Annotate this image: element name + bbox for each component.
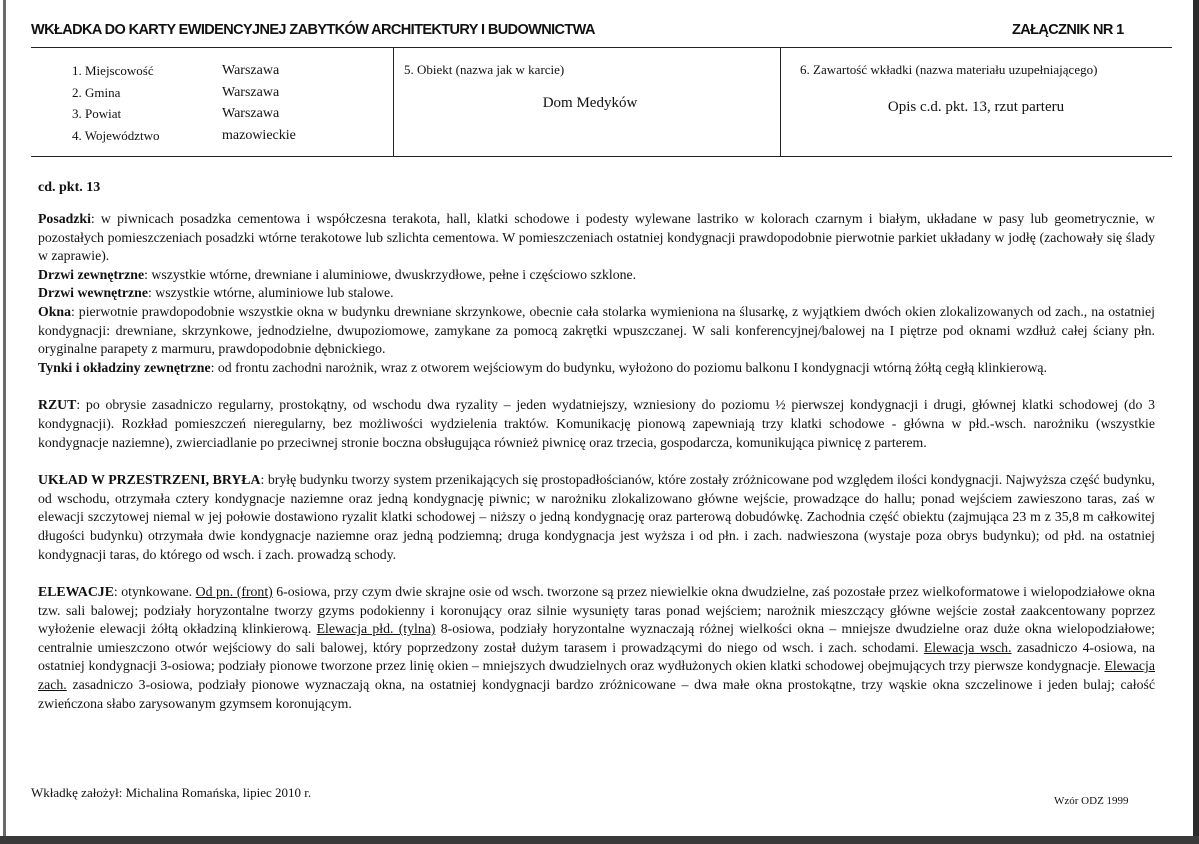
paragraph-posadzki	[38, 210, 1155, 266]
author-note: Wkładkę założył: Michalina Romańska, lipiec 2010 r.	[31, 785, 312, 800]
scan-border-bottom	[0, 836, 1199, 844]
location-label: 2. Gmina	[72, 85, 121, 100]
paragraph-heading: Posadzki	[38, 211, 91, 226]
paragraph-uklad	[38, 471, 1155, 564]
paragraph-heading: RZUT	[38, 397, 77, 413]
paragraph-heading: Okna	[38, 303, 71, 319]
paragraph-text: 8-osiowa, podziały horyzontalne wyznaczają różnej wielkości okna – mniejsze dwudzielne oraz duże okna wielopodziałowe; centralnie umieszczono otwór wejściowy do sali balowej, który poprzedzony został dużym tarasem i prowadzącymi do niego od wsch. i zach. schodami.	[38, 621, 1155, 655]
elevation-front-label: Od pn. (front)	[195, 584, 273, 600]
description-body	[38, 210, 1155, 732]
location-value: mazowieckie	[222, 128, 296, 143]
location-value: Warszawa	[222, 85, 280, 100]
paragraph-elewacje	[38, 583, 1155, 713]
paragraph-text: : wszystkie wtórne, aluminiowe lub stalowe.	[147, 285, 394, 301]
paragraph-tynki	[38, 359, 1155, 378]
location-label: 4. Województwo	[72, 128, 160, 143]
elevation-east-label: Elewacja wsch.	[923, 639, 1012, 655]
paragraph-drzwi-wewnetrzne	[38, 284, 1155, 303]
document-title: WKŁADKA DO KARTY EWIDENCYJNEJ ZABYTKÓW ARCHITEKTURY I BUDOWNICTWA	[31, 22, 595, 38]
paragraph-text: : pierwotnie prawdopodobnie wszystkie okna w budynku drewniane skrzynkowe, obecnie cała stolarka wymieniona na ślusarkę, z wyjątkiem dwóch okien zlokalizowanych od zach., na ostatniej kondygnacji: drewniane, skrzynkowe, jednodzielne, dwupoziomowe, zamykane za pomocą zakrętki wpuszczanej. W sali konferencyjnej/balowej na I piętrze pod oknami wzdłuż całej ściany płn. oryginalne parapety z marmuru, prawdopodobnie dębnickiego.	[38, 303, 1155, 357]
paragraph-text: : wszystkie wtórne, drewniane i aluminiowe, dwuskrzydłowe, pełne i częściowo szklone.	[144, 266, 637, 282]
paragraph-text: : bryłę budynku tworzy system przenikających się prostopadłościanów, które zostały zróżnicowane pod względem ilości kondygnacji. Najwyższa część budynku, od wschodu, otrzymała cztery kondygnacje naziemne oraz jedną kondygnację piwnic; w narożniku zlokalizowano główne wejście, prowadzące do hallu; ponad wejściem zawieszono taras, zaś w elewacji szczytowej niemal w jej połowie dostawiono ryzalit klatki schodowej – niższy o jedną kondygnację oraz parterową dobudówkę. Zachodnia część obiektu (zajmująca 23 m z 35,8 m całkowitej długości budynku) otrzymała dwie kondygnacje naziemne oraz jedną podziemną; druga kondygnacja jest wyższa i od płn. i zach. nadwieszona (wystaje poza obrys budynku); od płd. na ostatniej kondygnacji taras, do którego od wsch. i zach. prowadzą schody.	[38, 472, 1155, 562]
location-value: Warszawa	[222, 63, 280, 78]
paragraph-text: zasadniczo 3-osiowa, podziały pionowe wyznaczają okna, na ostatniej kondygnacji bardzo zróżnicowane – dwa małe okna prostokątne, trzy wąskie okna szczelinowe i jeden bulaj; całość zwieńczona słabo zarysowanym gzymsem koronującym.	[38, 677, 1155, 711]
paragraph-text: zasadniczo 4-osiowa, na ostatniej kondygnacji 3-osiowa; podziały pionowe tworzone przez linię okien – mniejszych dwudzielnych oraz wydłużonych okien klatki schodowej obejmujących trzy pierwsze kondygnacje.	[38, 639, 1155, 674]
paragraph-text: : otynkowane.	[113, 584, 196, 600]
contents-value: Opis c.d. pkt. 13, rzut parteru	[887, 99, 1065, 115]
scan-border-right	[1193, 0, 1199, 844]
paragraph-text: 6-osiowa, przy czym dwie skrajne osie od wsch. tworzone są przez niewielkie okna dwudzielne, zaś pozostałe przez wielkoformatowe i wielopodziałowe okna tzw. sali balowej; podziały horyzontalne tworzy gzyms podokienny i koronujący oraz silnie wysunięty taras ponad wejściem; narożnik mieszczący główne wejście został zaakcentowany poprzez wyłożenie elewacji żółtą okładziną klinkierową.	[38, 584, 1156, 637]
scan-border-left	[3, 0, 6, 844]
paragraph-drzwi-zewnetrzne	[38, 266, 1155, 285]
elevation-south-label: Elewacja płd. (tylna)	[316, 621, 436, 637]
paragraph-heading: UKŁAD W PRZESTRZENI, BRYŁA	[38, 472, 261, 488]
paragraph-heading: ELEWACJE	[38, 584, 114, 600]
location-value: Warszawa	[222, 106, 280, 121]
paragraph-heading: Drzwi wewnętrzne	[38, 285, 148, 301]
paragraph-heading: Tynki i okładziny zewnętrzne	[38, 359, 211, 375]
paragraph-heading: Drzwi zewnętrzne	[38, 266, 145, 282]
form-version: Wzór ODZ 1999	[1054, 795, 1129, 807]
section-title: cd. pkt. 13	[38, 180, 101, 195]
location-label: 1. Miejscowość	[72, 63, 154, 78]
paragraph-okna	[38, 303, 1155, 359]
annex-number: ZAŁĄCZNIK NR 1	[1012, 22, 1124, 38]
contents-label: 6. Zawartość wkładki (nazwa materiału uzupełniającego)	[800, 62, 1098, 77]
paragraph-text: : od frontu zachodni narożnik, wraz z otworem wejściowym do budynku, wyłożono do poziomu balkonu I kondygnacji wtórną żółtą cegłą klinkierową.	[210, 359, 1048, 375]
object-value: Dom Medyków	[542, 95, 638, 111]
object-label: 5. Obiekt (nazwa jak w karcie)	[404, 62, 565, 77]
paragraph-text: : w piwnicach posadzka cementowa i współczesna terakota, hall, klatki schodowe i podesty wylewane lastriko w kolorach czarnym i białym, układane w pasy lub geometrycznie, w pozostałych pomieszczeniach posadzki wtórne terakotowe lub szlichta cementowa. W pomieszczeniach ostatniej kondygnacji prawdopodobnie pierwotnie parkiet układany w jodłę (zachowały się ślady w zaprawie).	[38, 211, 1155, 264]
elevation-west-label: Elewacja zach.	[38, 658, 1155, 693]
paragraph-rzut	[38, 396, 1155, 452]
location-label: 3. Powiat	[72, 106, 122, 121]
paragraph-text: : po obrysie zasadniczo regularny, prostokątny, od wschodu dwa ryzality – jeden wydatniejszy, wzniesiony do poziomu ½ pierwszej kondygnacji i drugi, głównej klatki schodowej (do 3 kondygnacji). Rozkład pomieszczeń nieregularny, bez możliwości wydzielenia traktów. Komunikację pionową zapewniają trzy klatki schodowe - główna w płd.-wsch. narożniku (wszystkie kondygnacje naziemne), zwierciadlanie po przeciwnej stronie boczna obsługująca również piwnicę oraz trzecia, gospodarcza, komunikująca piwnicę z parterem.	[38, 397, 1155, 450]
